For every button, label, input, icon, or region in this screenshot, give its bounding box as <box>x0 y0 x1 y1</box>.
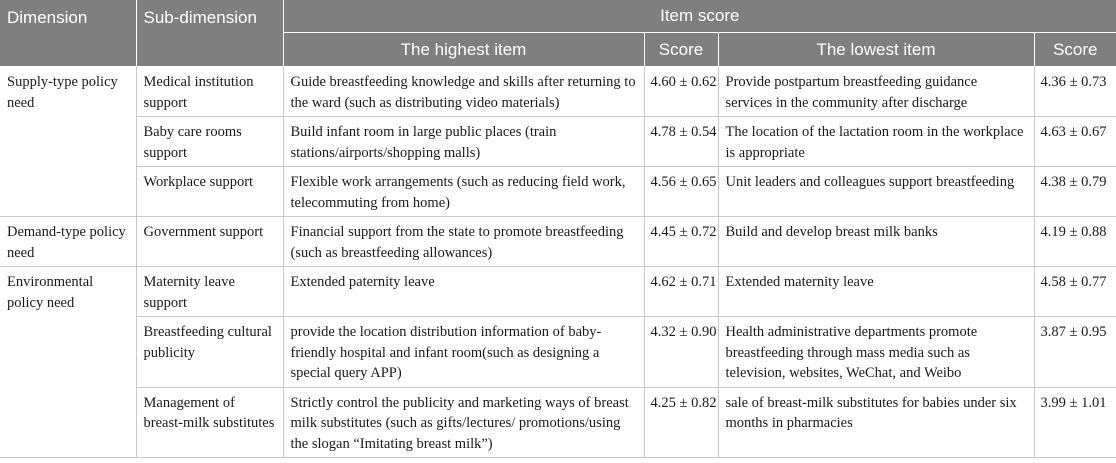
table-row <box>0 117 1116 167</box>
table-row <box>0 67 1116 117</box>
highest-score-cell: 4.60 ± 0.62 <box>644 67 718 117</box>
highest-score-cell: 4.56 ± 0.65 <box>644 167 718 217</box>
dimension-cell: Demand-type policy need <box>0 217 136 267</box>
highest-score-cell: 4.32 ± 0.90 <box>644 317 718 388</box>
lowest-item-cell: The location of the lactation room in the workplace is appropriate <box>718 117 1034 167</box>
sub-dimension-cell: Management of breast-milk substitutes <box>136 387 283 458</box>
lowest-score-cell: 3.87 ± 0.95 <box>1034 317 1116 388</box>
highest-item-cell: Financial support from the state to promote breastfeeding (such as breastfeeding allowances) <box>283 217 644 267</box>
header-sub-dimension: Sub-dimension <box>136 0 283 67</box>
dimension-cell: Environmental policy need <box>0 267 136 458</box>
lowest-score-cell: 4.58 ± 0.77 <box>1034 267 1116 317</box>
lowest-item-cell: Provide postpartum breastfeeding guidance services in the community after discharge <box>718 67 1034 117</box>
table-row <box>0 217 1116 267</box>
sub-dimension-cell: Government support <box>136 217 283 267</box>
lowest-score-cell: 4.63 ± 0.67 <box>1034 117 1116 167</box>
lowest-item-cell: sale of breast-milk substitutes for babies under six months in pharmacies <box>718 387 1034 458</box>
header-item-score: Item score <box>283 0 1116 33</box>
header-score-lowest: Score <box>1034 33 1116 67</box>
table-row <box>0 267 1116 317</box>
header-highest-item: The highest item <box>283 33 644 67</box>
lowest-score-cell: 4.19 ± 0.88 <box>1034 217 1116 267</box>
highest-item-cell: Build infant room in large public places (train stations/airports/shopping malls) <box>283 117 644 167</box>
highest-score-cell: 4.78 ± 0.54 <box>644 117 718 167</box>
highest-item-cell: Guide breastfeeding knowledge and skills after returning to the ward (such as distributing video materials) <box>283 67 644 117</box>
lowest-item-cell: Unit leaders and colleagues support breastfeeding <box>718 167 1034 217</box>
dimension-cell: Supply-type policy need <box>0 67 136 217</box>
lowest-item-cell: Health administrative departments promote breastfeeding through mass media such as television, websites, WeChat, and Weibo <box>718 317 1034 388</box>
highest-item-cell: provide the location distribution information of baby-friendly hospital and infant room(such as designing a special query APP) <box>283 317 644 388</box>
sub-dimension-cell: Maternity leave support <box>136 267 283 317</box>
sub-dimension-cell: Workplace support <box>136 167 283 217</box>
table-row <box>0 167 1116 217</box>
highest-item-cell: Extended paternity leave <box>283 267 644 317</box>
table-row <box>0 387 1116 458</box>
lowest-score-cell: 4.38 ± 0.79 <box>1034 167 1116 217</box>
highest-score-cell: 4.62 ± 0.71 <box>644 267 718 317</box>
highest-item-cell: Flexible work arrangements (such as reducing field work, telecommuting from home) <box>283 167 644 217</box>
highest-score-cell: 4.25 ± 0.82 <box>644 387 718 458</box>
sub-dimension-cell: Breastfeeding cultural publicity <box>136 317 283 388</box>
table-row <box>0 317 1116 388</box>
header-lowest-item: The lowest item <box>718 33 1034 67</box>
highest-item-cell: Strictly control the publicity and marketing ways of breast milk substitutes (such as gifts/lectures/ promotions/using the slogan “Imitating breast milk”) <box>283 387 644 458</box>
header-score-highest: Score <box>644 33 718 67</box>
lowest-score-cell: 3.99 ± 1.01 <box>1034 387 1116 458</box>
sub-dimension-cell: Baby care rooms support <box>136 117 283 167</box>
header-dimension: Dimension <box>0 0 136 67</box>
sub-dimension-cell: Medical institution support <box>136 67 283 117</box>
lowest-item-cell: Build and develop breast milk banks <box>718 217 1034 267</box>
lowest-score-cell: 4.36 ± 0.73 <box>1034 67 1116 117</box>
lowest-item-cell: Extended maternity leave <box>718 267 1034 317</box>
highest-score-cell: 4.45 ± 0.72 <box>644 217 718 267</box>
